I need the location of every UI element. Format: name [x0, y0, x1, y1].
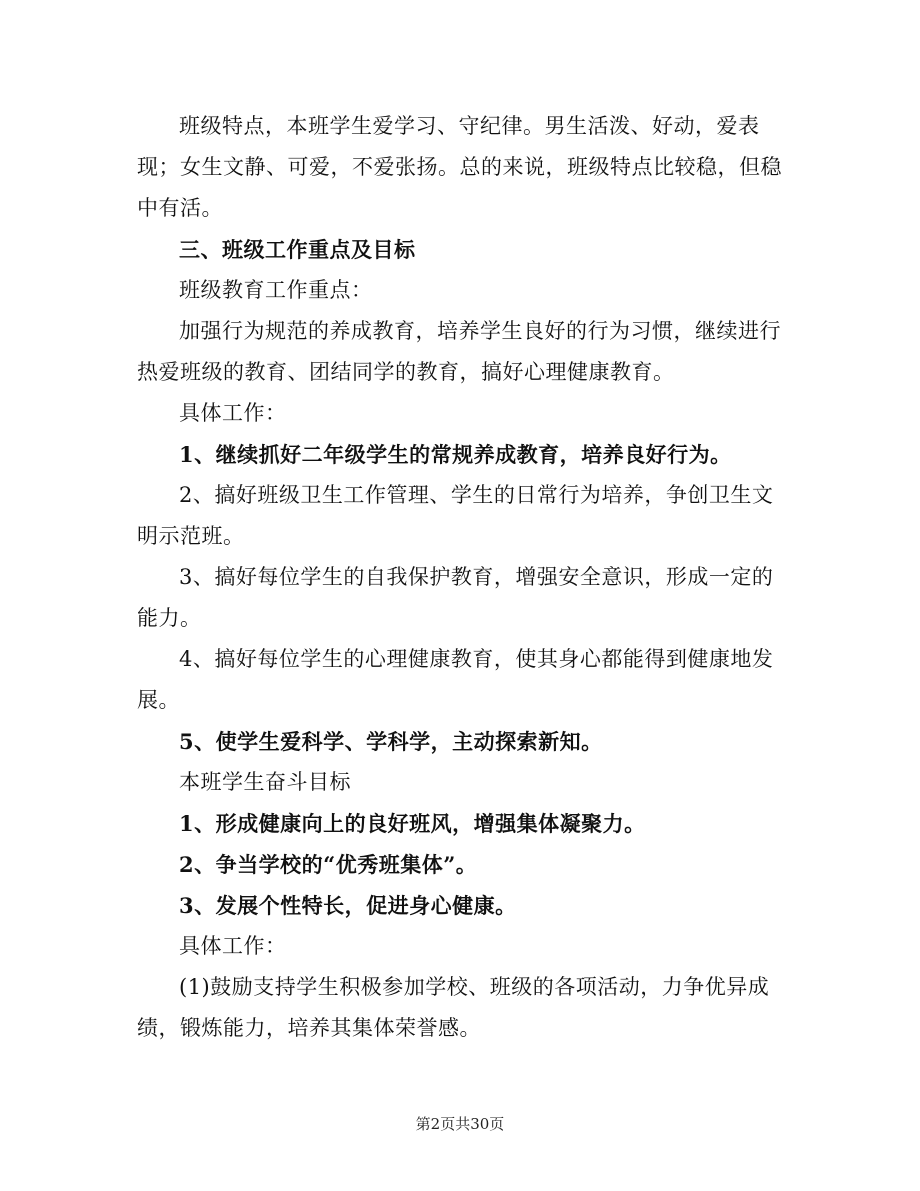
page-number: 第2页共30页: [415, 1115, 505, 1133]
paragraph-education-focus: 加强行为规范的养成教育，培养学生良好的行为习惯，继续进行热爱班级的教育、团结同学的教育，搞好心理健康教育。: [137, 319, 781, 384]
paragraph-task-1: 1、继续抓好二年级学生的常规养成教育，培养良好行为。: [179, 442, 732, 467]
document-body: [137, 106, 787, 1049]
paragraph-task-3: 3、搞好每位学生的自我保护教育，增强安全意识，形成一定的能力。: [137, 565, 774, 630]
paragraph-task-2: 2、搞好班级卫生工作管理、学生的日常行为培养，争创卫生文明示范班。: [137, 483, 774, 548]
paragraph-class-traits: 班级特点，本班学生爱学习、守纪律。男生活泼、好动，爱表现；女生文静、可爱，不爱张扬。总的来说，班级特点比较稳，但稳中有活。: [137, 114, 782, 220]
paragraph-tasks-label-2: 具体工作：: [179, 934, 287, 958]
paragraph-education-focus-label: 班级教育工作重点：: [179, 278, 373, 302]
paragraph-goals-label: 本班学生奋斗目标: [179, 770, 351, 794]
section-heading: 三、班级工作重点及目标: [179, 237, 416, 262]
paragraph-goal-1: 1、形成健康向上的良好班风，增强集体凝聚力。: [179, 811, 646, 836]
paragraph-goal-2: 2、争当学校的“优秀班集体”。: [179, 852, 478, 877]
paragraph-task-4: 4、搞好每位学生的心理健康教育，使其身心都能得到健康地发展。: [137, 647, 774, 712]
paragraph-goal-3: 3、发展个性特长，促进身心健康。: [179, 893, 517, 918]
paragraph-task-5: 5、使学生爱科学、学科学，主动探索新知。: [179, 729, 603, 754]
paragraph-activity-1: (1)鼓励支持学生积极参加学校、班级的各项活动，力争优异成绩，锻炼能力，培养其集体荣誉感。: [137, 975, 770, 1040]
paragraph-tasks-label: 具体工作：: [179, 401, 287, 425]
